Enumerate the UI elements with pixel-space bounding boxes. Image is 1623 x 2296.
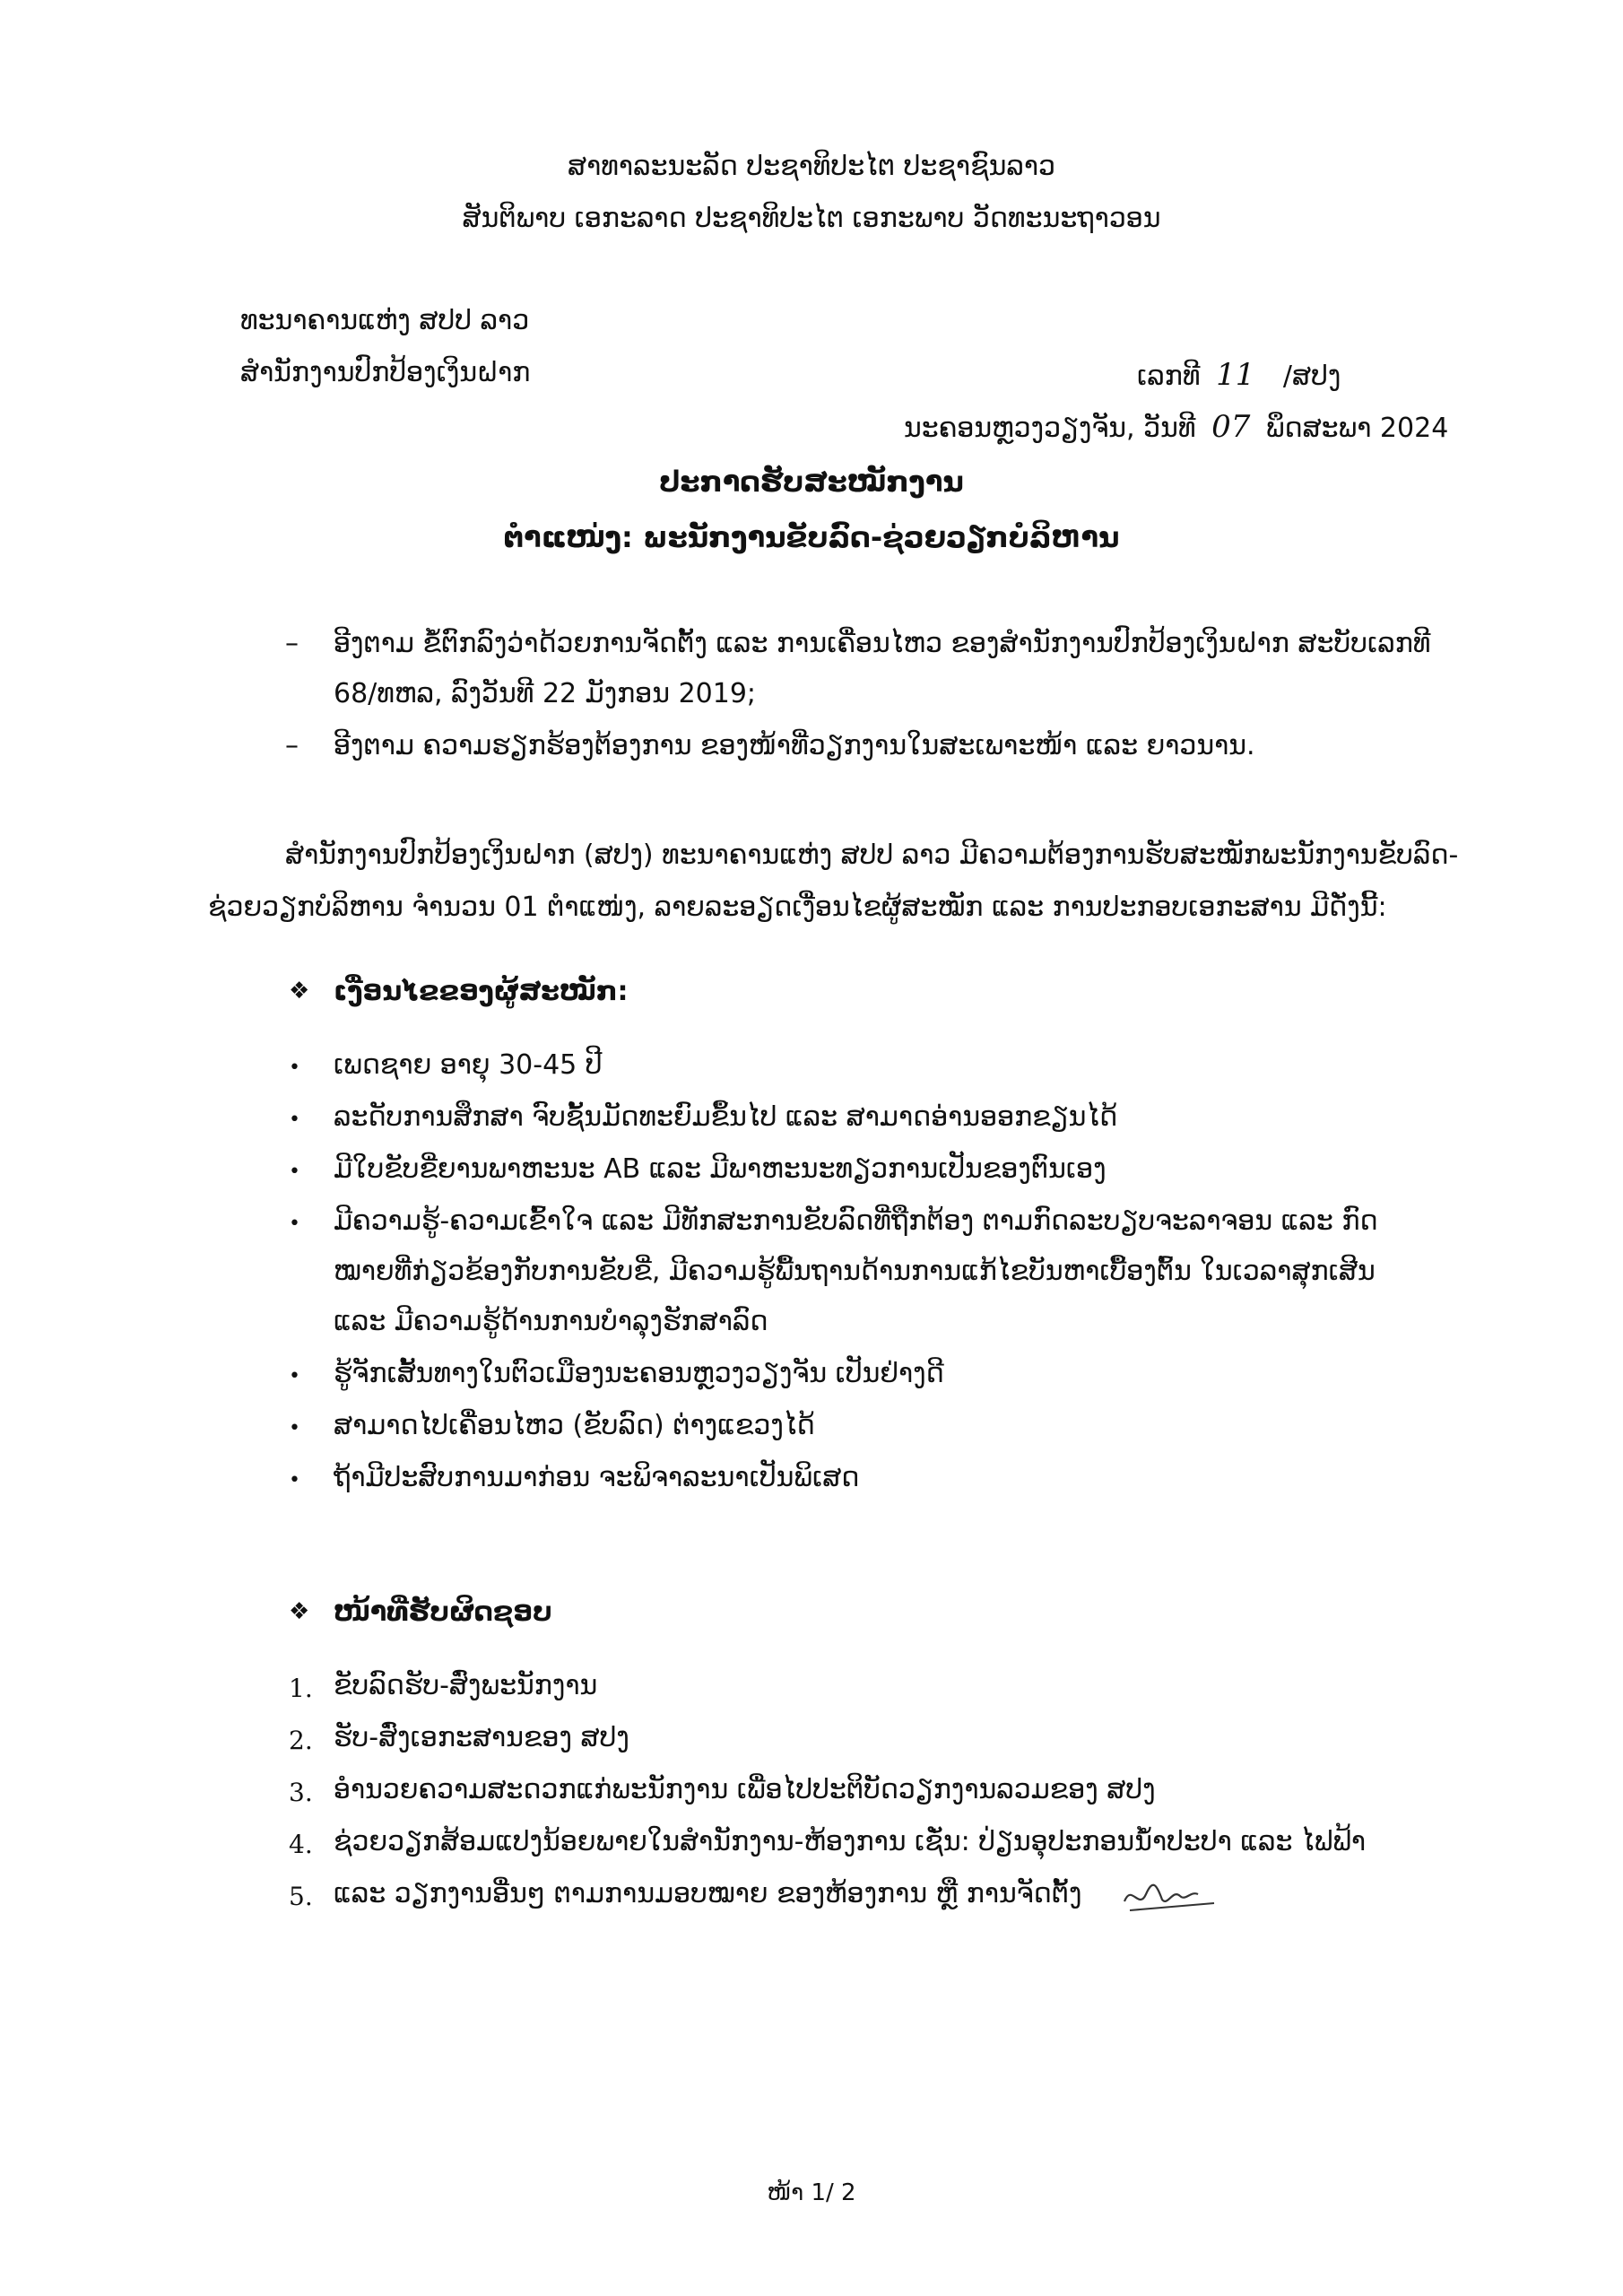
reference-text-line: ອີງຕາມ ຄວາມຮຽກຮ້ອງຕ້ອງການ ຂອງໜ້າທີ່ວຽກງານໃນສະເພາະໜ້າ ແລະ ຍາວນານ. — [334, 730, 1255, 761]
requirement-text-line: ໝາຍທີ່ກ່ຽວຂ້ອງກັບການຂັບຂີ່, ມີຄວາມຮູ້ພື້ນຖານດ້ານການແກ້ໄຂບັນຫາເບື້ອງຕົ້ນ ໃນເວລາສຸກເສີນ — [334, 1256, 1376, 1287]
requirement-text-line: ມີຄວາມຮູ້-ຄວາມເຂົ້າໃຈ ແລະ ມີທັກສະການຂັບລົດທີ່ຖືກຕ້ອງ ຕາມກົດລະບຽບຈະລາຈອນ ແລະ ກົດ — [334, 1205, 1378, 1237]
announcement-title: ປະກາດຮັບສະໝັກງານ — [659, 465, 964, 499]
requirement-text-line: ສາມາດໄປເຄື່ອນໄຫວ (ຂັບລົດ) ຕ່າງແຂວງໄດ້ — [334, 1410, 815, 1441]
bullet-icon: • — [289, 1469, 300, 1492]
dash-icon: – — [285, 730, 299, 761]
bullet-icon: • — [289, 1057, 300, 1079]
reference-label: ເລກທີ — [1137, 361, 1201, 392]
bullet-icon: • — [289, 1161, 300, 1183]
requirement-text-line: ແລະ ມີຄວາມຮູ້ດ້ານການບໍາລຸງຮັກສາລົດ — [334, 1306, 768, 1337]
national-motto: ສັນຕິພາບ ເອກະລາດ ປະຊາທິປະໄຕ ເອກະພາບ ວັດທະນະຖາວອນ — [462, 203, 1161, 234]
requirement-text-line: ຮູ້ຈັກເສັ້ນທາງໃນຕົວເມືອງນະຄອນຫຼວງວຽງຈັນ ເປັນຢ່າງດີ — [334, 1358, 944, 1389]
position-title: ຕໍາແໜ່ງ: ພະນັກງານຂັບລົດ-ຊ່ວຍວຽກບໍລິຫານ — [503, 520, 1120, 554]
duties-heading: ໜ້າທີ່ຮັບຜິດຊອບ — [334, 1596, 552, 1628]
intro-line: ສໍານັກງານປົກປ້ອງເງິນຝາກ (ສປງ) ທະນາຄານແຫ່ງ ສປປ ລາວ ມີຄວາມຕ້ອງການຮັບສະໝັກພະນັກງານຂັບລົດ- — [285, 839, 1459, 871]
duty-text: ອໍານວຍຄວາມສະດວກແກ່ພະນັກງານ ເພື່ອໄປປະຕິບັດວຽກງານລວມຂອງ ສປງ — [334, 1774, 1156, 1805]
reference-handwritten-number: 11 — [1216, 357, 1255, 393]
issuer-bank: ທະນາຄານແຫ່ງ ສປປ ລາວ — [240, 305, 530, 336]
requirements-heading: ເງື່ອນໄຂຂອງຜູ້ສະໝັກ: — [334, 976, 629, 1007]
dash-icon: – — [285, 628, 299, 659]
duty-text: ຂັບລົດຮັບ-ສົ່ງພະນັກງານ — [334, 1670, 598, 1701]
bullet-icon: • — [289, 1365, 300, 1387]
duty-text: ຊ່ວຍວຽກສ້ອມແປງນ້ອຍພາຍໃນສໍານັກງານ-ຫ້ອງການ ເຊັ່ນ: ປ່ຽນອຸປະກອນນໍ້າປະປາ ແລະ ໄຟຟ້າ — [334, 1826, 1367, 1857]
reference-text-line: ອີງຕາມ ຂໍ້ຕົກລົງວ່າດ້ວຍການຈັດຕັ້ງ ແລະ ການເຄື່ອນໄຫວ ຂອງສໍານັກງານປົກປ້ອງເງິນຝາກ ສະບັບເລກທີ — [334, 628, 1431, 659]
diamond-bullet-icon: ❖ — [289, 978, 310, 1004]
bullet-icon: • — [289, 1109, 300, 1131]
reference-suffix: /ສປງ — [1282, 361, 1341, 392]
requirement-text-line: ເພດຊາຍ ອາຍຸ 30-45 ປີ — [334, 1049, 603, 1081]
issuer-office: ສໍານັກງານປົກປ້ອງເງິນຝາກ — [240, 357, 531, 388]
item-number: 2. — [289, 1726, 313, 1755]
country-name: ສາທາລະນະລັດ ປະຊາທິປະໄຕ ປະຊາຊົນລາວ — [568, 151, 1055, 182]
reference-text-line: 68/ທຫລ, ລົງວັນທີ 22 ມັງກອນ 2019; — [334, 678, 757, 709]
duty-text: ແລະ ວຽກງານອື່ນໆ ຕາມການມອບໝາຍ ຂອງຫ້ອງການ ຫຼື ການຈັດຕັ້ງ — [334, 1878, 1082, 1909]
duty-text: ຮັບ-ສົ່ງເອກະສານຂອງ ສປງ — [334, 1722, 629, 1753]
intro-line: ຊ່ວຍວຽກບໍລິຫານ ຈໍານວນ 01 ຕໍາແໜ່ງ, ລາຍລະອຽດເງື່ອນໄຂຜູ້ສະໝັກ ແລະ ການປະກອບເອກະສານ ມີດັ່ງນີ້: — [208, 891, 1387, 923]
bullet-icon: • — [289, 1213, 300, 1235]
item-number: 1. — [289, 1674, 313, 1703]
requirement-text-line: ມີໃບຂັບຂີ່ຍານພາຫະນະ AB ແລະ ມີພາຫະນະທຽວການເປັນຂອງຕົນເອງ — [334, 1153, 1107, 1185]
handwritten-initials-icon — [1121, 1874, 1219, 1919]
date-day: 07 — [1211, 409, 1251, 445]
date-line — [904, 409, 1448, 446]
date-month-year: ພຶດສະພາ 2024 — [1265, 413, 1449, 444]
reference-number — [1137, 357, 1341, 394]
diamond-bullet-icon: ❖ — [289, 1598, 310, 1625]
date-prefix: ນະຄອນຫຼວງວຽງຈັນ, ວັນທີ — [904, 413, 1196, 444]
requirement-text-line: ລະດັບການສຶກສາ ຈົບຊັ້ນມັດທະຍົມຂຶ້ນໄປ ແລະ ສາມາດອ່ານອອກຂຽນໄດ້ — [334, 1101, 1118, 1133]
item-number: 5. — [289, 1882, 313, 1911]
page-number: ໜ້າ 1/ 2 — [767, 2179, 856, 2206]
item-number: 3. — [289, 1778, 313, 1807]
bullet-icon: • — [289, 1417, 300, 1439]
item-number: 4. — [289, 1830, 313, 1859]
requirement-text-line: ຖ້າມີປະສົບການມາກ່ອນ ຈະພິຈາລະນາເປັນພິເສດ — [334, 1462, 860, 1493]
